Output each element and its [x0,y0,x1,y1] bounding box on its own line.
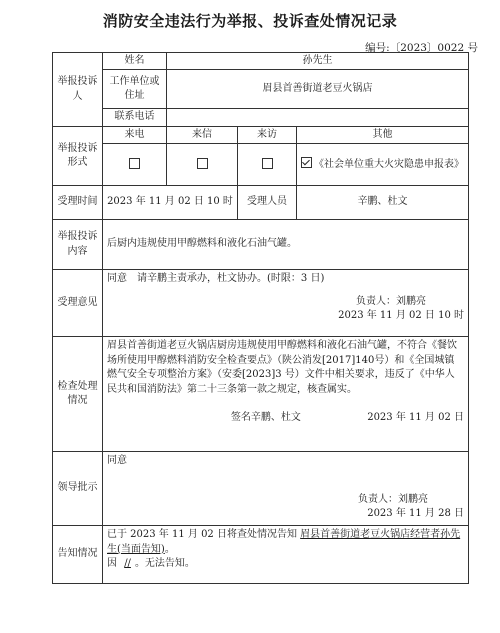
form-section-label: 举报投诉形式 [53,127,103,186]
accept-person-value: 辛鹏、杜文 [297,186,469,220]
notice-line2-prefix: 因 [107,558,117,569]
inspection-date: 2023 年 11 月 02 日 [367,412,464,423]
notice-line1-fill: 眉县首善街道老豆火锅店经营者孙先生(当面告知) [107,529,461,555]
inspection-row [53,337,469,452]
workplace-value: 眉县首善街道老豆火锅店 [167,70,469,109]
document-title: 消防安全违法行为举报、投诉查处情况记录 [102,12,398,30]
leader-label: 领导批示 [53,452,103,526]
notice-row [53,526,469,584]
leader-date: 2023 年 11 月 28 日 [367,508,464,519]
leader-text: 同意 [107,455,127,466]
inspection-text: 眉县首善街道老豆火锅店厨房违规使用甲醇燃料和液化石油气罐，不符合《餐饮场所使用甲醇燃料消防安全检查要点》（陕公消发[2017]140号）和《全国城镇燃气安全专项整治方案》（安委[2023]3 号）文件中相关要求，违反了《中华人民共和国消防法》第二十三条第一款之规定，核查属实。 [107,340,457,395]
accept-time-value: 2023 年 11 月 02 日 10 时 [103,186,238,220]
reporter-section-label: 举报投诉人 [53,53,103,127]
leader-responsible: 负责人：刘鹏亮 [358,493,428,505]
other-value: 《社会单位重大火灾隐患申报表》 [314,158,464,170]
content-text: 后厨内违规使用甲醇燃料和液化石油气罐。 [103,220,469,270]
name-label: 姓名 [103,53,167,70]
opinion-row [53,270,469,337]
option-call-label: 来电 [103,127,167,144]
inspection-label: 检查处理情况 [53,337,103,452]
accept-person-label: 受理人员 [238,186,297,220]
reporter-workplace-row [53,70,469,109]
accept-row [53,186,469,220]
checkbox-call [129,158,140,169]
record-form [52,52,469,584]
opinion-date: 2023 年 11 月 02 日 10 时 [338,310,464,321]
option-letter-label: 来信 [167,127,238,144]
workplace-label: 工作单位或住址 [103,70,167,109]
notice-line2-fill: // [124,558,131,569]
opinion-label: 受理意见 [53,270,103,337]
document-number: 编号:〔2023〕0022 号 [365,42,478,54]
phone-value [167,109,469,127]
inspection-signature: 签名辛鹏、杜文 [230,412,301,423]
form-header-row [53,127,469,144]
opinion-text: 同意 请辛鹏主责承办，杜文协办。(时限：3 日) [107,273,325,284]
checkbox-other-checked [301,157,312,168]
checkbox-letter [197,158,208,169]
reporter-phone-row [53,109,469,127]
notice-label: 告知情况 [53,526,103,584]
checkbox-visit [262,158,273,169]
form-checkbox-row [53,144,469,186]
reporter-name-row [53,53,469,70]
leader-row [53,452,469,526]
content-row [53,220,469,270]
accept-time-label: 受理时间 [53,186,103,220]
notice-line1-prefix: 已于 2023 年 11 月 02 日将查处情况告知 [107,529,297,540]
option-other-label: 其他 [297,127,469,144]
opinion-responsible: 负责人：刘鹏亮 [356,295,426,307]
option-visit-label: 来访 [238,127,297,144]
phone-label: 联系电话 [103,109,167,127]
name-value: 孙先生 [167,53,469,70]
notice-line2-suffix: 。无法告知。 [134,558,195,569]
content-label: 举报投诉内容 [53,220,103,270]
notice-line1-suffix: 。 [164,543,175,555]
